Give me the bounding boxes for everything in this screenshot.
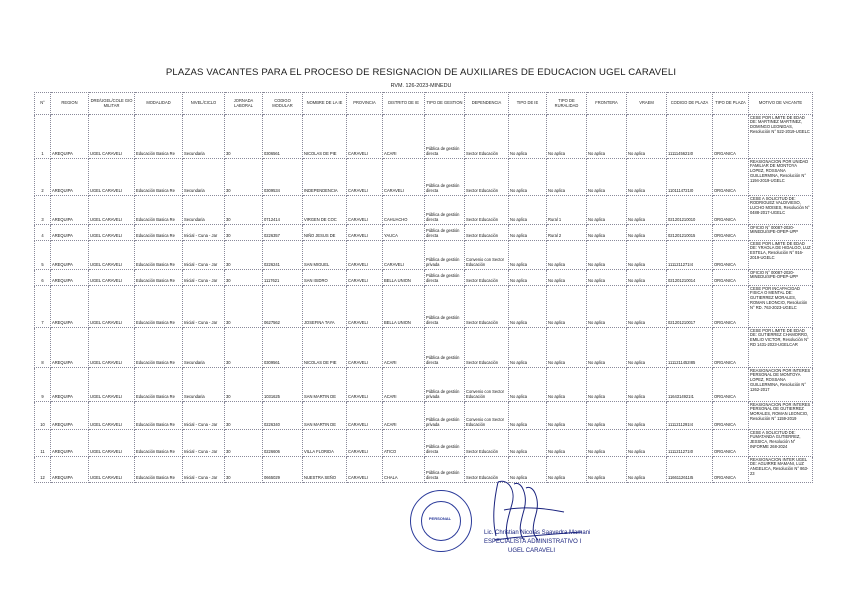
table-cell: 0712414	[263, 196, 303, 225]
table-row	[35, 402, 813, 430]
table-cell: 30	[225, 457, 263, 483]
table-cell: No aplica	[587, 241, 627, 270]
table-cell: AREQUIPA	[51, 115, 89, 159]
table-cell: Convenio con Sector Educación	[465, 368, 509, 402]
table-cell: NICOLAS DE PIE	[303, 328, 347, 368]
table-cell: No aplica	[627, 430, 667, 457]
table-cell: Pública de gestión privada	[425, 402, 465, 430]
table-cell: 30	[225, 286, 263, 328]
table-cell: AREQUIPA	[51, 159, 89, 196]
table-cell: ORGANICA	[713, 225, 749, 241]
table-row	[35, 328, 813, 368]
table-cell: 0226357	[263, 225, 303, 241]
table-cell: Sector Educación	[465, 328, 509, 368]
document-title: PLAZAS VACANTES PARA EL PROCESO DE RESIGNACION DE AUXILIARES DE EDUCACION UGEL CARAVELI	[165, 67, 677, 78]
column-header: DEPENDENCIA	[465, 93, 509, 115]
table-cell: AREQUIPA	[51, 270, 89, 286]
table-cell: Convenio con Sector Educación	[465, 402, 509, 430]
table-cell: CARAVELI	[347, 241, 383, 270]
table-cell: No aplica	[547, 457, 587, 483]
table-cell: No aplica	[587, 430, 627, 457]
table-cell: ACARI	[383, 328, 425, 368]
table-cell: ORGANICA	[713, 402, 749, 430]
table-cell: Secundaria	[183, 368, 225, 402]
table-cell: 6	[35, 270, 51, 286]
table-cell: No aplica	[509, 241, 547, 270]
table-cell: No aplica	[587, 270, 627, 286]
table-cell: 0665029	[263, 457, 303, 483]
table-cell: 021201210015	[667, 225, 713, 241]
table-cell: ORGANICA	[713, 270, 749, 286]
seal-label: PERSONAL	[428, 516, 452, 521]
table-cell: AREQUIPA	[51, 430, 89, 457]
table-cell: CARAVELI	[347, 402, 383, 430]
table-cell: Pública de gestión privada	[425, 241, 465, 270]
table-cell: Educación Basica Re	[135, 402, 183, 430]
table-cell: No aplica	[627, 368, 667, 402]
table-cell: 021201210014	[667, 270, 713, 286]
table-cell: Sector Educación	[465, 286, 509, 328]
table-cell: Sector Educación	[465, 430, 509, 457]
table-cell: 30	[225, 159, 263, 196]
table-cell: No aplica	[547, 115, 587, 159]
table-cell: CARAVELI	[383, 159, 425, 196]
table-cell: AREQUIPA	[51, 225, 89, 241]
table-cell: VIRGEN DE COC	[303, 196, 347, 225]
table-cell: CESE POR LIMITE DE EDAD DE: MARTINEZ MARTINEZ, DOMINGO LEONIDAS, Resolución N° 522-2019-UGELC	[749, 115, 813, 159]
column-header: MOTIVO DE VACANTE	[749, 93, 813, 115]
table-cell: Educación Basica Re	[135, 225, 183, 241]
table-cell: No aplica	[547, 286, 587, 328]
table-cell: REASIGNACION POR INTERES PERSONAL DE MONTOYA LOPEZ, ROSSANA GUILLERMINA, Resolución N° 1262-2017	[749, 368, 813, 402]
table-cell: CARAVELI	[383, 241, 425, 270]
table-cell: 30	[225, 196, 263, 225]
table-cell: No aplica	[587, 286, 627, 328]
table-cell: 30	[225, 225, 263, 241]
table-cell: Pública de gestión directa	[425, 270, 465, 286]
table-cell: BELLA UNION	[383, 270, 425, 286]
table-cell: 5	[35, 241, 51, 270]
table-cell: SAN MARTIN DE	[303, 402, 347, 430]
table-cell: 30	[225, 368, 263, 402]
column-header: VRAEM	[627, 93, 667, 115]
table-cell: 1111211271I0	[667, 430, 713, 457]
table-cell: 0226340	[263, 402, 303, 430]
table-cell: CESE POR LIMITE DE EDAD DE: YRAOLA DE HIDALGO, LUZ ESTELA, Resolución N° 916-2019-UGELC	[749, 241, 813, 270]
table-cell: Sector Educación	[465, 270, 509, 286]
table-cell: 30	[225, 241, 263, 270]
column-header: DISTRITO DE IE	[383, 93, 425, 115]
table-cell: Convenio con Sector Educación	[465, 241, 509, 270]
table-cell: CHALA	[383, 457, 425, 483]
table-cell: Inicial - Cuna - Jar	[183, 430, 225, 457]
table-cell: No aplica	[627, 115, 667, 159]
table-cell: ACARI	[383, 115, 425, 159]
table-cell: 1164314921I1	[667, 368, 713, 402]
table-cell: CAHUACHO	[383, 196, 425, 225]
table-cell: CESE POR LIMITE DE EDAD DE: GUTIERREZ CHAMORRO, EMILIO VICTOR, Resolución N° RD 1431-2023-UGELCAR	[749, 328, 813, 368]
table-cell: ACARI	[383, 402, 425, 430]
table-cell: UGEL CARAVELI	[89, 225, 135, 241]
table-cell: ORGANICA	[713, 159, 749, 196]
table-cell: NIÑO JESUS DE	[303, 225, 347, 241]
table-cell: ORGANICA	[713, 328, 749, 368]
table-cell: No aplica	[627, 241, 667, 270]
column-header: TIPO DE PLAZA	[713, 93, 749, 115]
table-cell: AREQUIPA	[51, 241, 89, 270]
table-cell: No aplica	[509, 115, 547, 159]
table-cell: No aplica	[587, 402, 627, 430]
table-cell: Educación Basica Re	[135, 241, 183, 270]
table-cell: 0309561	[263, 328, 303, 368]
table-cell: UGEL CARAVELI	[89, 115, 135, 159]
column-header: TIPO DE GESTION	[425, 93, 465, 115]
table-cell: No aplica	[587, 225, 627, 241]
table-cell: AREQUIPA	[51, 196, 89, 225]
table-cell: Secundaria	[183, 328, 225, 368]
table-cell: JOSEFINA TAYA	[303, 286, 347, 328]
table-cell: No aplica	[509, 286, 547, 328]
table-cell: Sector Educación	[465, 225, 509, 241]
table-cell: No aplica	[509, 196, 547, 225]
document-subtitle: RVM. 126-2023-MINEDU	[390, 83, 452, 89]
table-cell: Rural 1	[547, 196, 587, 225]
table-cell: No aplica	[627, 402, 667, 430]
table-cell: UGEL CARAVELI	[89, 430, 135, 457]
table-cell: ORGANICA	[713, 457, 749, 483]
table-cell: CARAVELI	[347, 457, 383, 483]
table-cell: 0627562	[263, 286, 303, 328]
table-cell: OFICIO N° 00087-2020-MINEDU/SPE-OPEP-UPP	[749, 270, 813, 286]
table-cell: Inicial - Cuna - Jar	[183, 286, 225, 328]
table-cell: Sector Educación	[465, 159, 509, 196]
table-cell: UGEL CARAVELI	[89, 270, 135, 286]
table-cell: No aplica	[509, 328, 547, 368]
column-header: PROVINCIA	[347, 93, 383, 115]
table-cell: 7	[35, 286, 51, 328]
table-cell: Educación Basica Re	[135, 115, 183, 159]
table-cell: AREQUIPA	[51, 457, 89, 483]
table-cell: Inicial - Cuna - Jar	[183, 457, 225, 483]
table-cell: CARAVELI	[347, 270, 383, 286]
table-cell: No aplica	[509, 225, 547, 241]
column-header: DRE/UGEL/COLE GIO MILITAR	[89, 93, 135, 115]
table-cell: Educación Basica Re	[135, 457, 183, 483]
signer-position: ESPECIALISTA ADMINISTRATIVO I	[484, 539, 582, 545]
table-cell: 8	[35, 328, 51, 368]
table-cell: No aplica	[509, 430, 547, 457]
table-cell: No aplica	[509, 368, 547, 402]
table-cell: Pública de gestión privada	[425, 368, 465, 402]
table-cell: Pública de gestión directa	[425, 115, 465, 159]
table-cell: Pública de gestión directa	[425, 225, 465, 241]
table-cell: No aplica	[547, 402, 587, 430]
table-cell: SAN ISIDRO	[303, 270, 347, 286]
table-cell: Sector Educación	[465, 196, 509, 225]
table-cell: No aplica	[627, 286, 667, 328]
table-cell: No aplica	[587, 457, 627, 483]
table-cell: AREQUIPA	[51, 368, 89, 402]
table-cell: No aplica	[587, 196, 627, 225]
table-cell: ATICO	[383, 430, 425, 457]
table-cell: Secundaria	[183, 115, 225, 159]
table-cell: No aplica	[587, 115, 627, 159]
table-cell: CESE A SOLICITUD DE: RODRIGUEZ VALDIVIESO, LUCHO MOISES, Resolución N° 0488-2017-UGELC	[749, 196, 813, 225]
table-row	[35, 270, 813, 286]
table-cell: No aplica	[627, 225, 667, 241]
table-cell: VILLA FLORIDA	[303, 430, 347, 457]
table-row	[35, 368, 813, 402]
table-cell: 0226606	[263, 430, 303, 457]
table-cell: 1111211452I85	[667, 328, 713, 368]
table-cell: Sector Educación	[465, 457, 509, 483]
table-cell: 021201210017	[667, 286, 713, 328]
table-cell: No aplica	[547, 270, 587, 286]
table-cell: 0226241	[263, 241, 303, 270]
table-cell: ORGANICA	[713, 368, 749, 402]
table-cell: Pública de gestión directa	[425, 430, 465, 457]
table-cell: CARAVELI	[347, 328, 383, 368]
table-cell: 1111145621I0	[667, 115, 713, 159]
table-cell: 30	[225, 328, 263, 368]
table-cell: 2	[35, 159, 51, 196]
table-cell: 30	[225, 270, 263, 286]
table-row	[35, 430, 813, 457]
table-cell: Inicial - Cuna - Jar	[183, 241, 225, 270]
table-cell: 30	[225, 115, 263, 159]
table-cell: 1111211271I4	[667, 241, 713, 270]
table-cell: No aplica	[547, 159, 587, 196]
table-cell: No aplica	[547, 241, 587, 270]
table-cell: CARAVELI	[347, 368, 383, 402]
table-cell: 1117621	[263, 270, 303, 286]
table-cell: 12	[35, 457, 51, 483]
table-cell: UGEL CARAVELI	[89, 368, 135, 402]
table-cell: SAN MIGUEL	[303, 241, 347, 270]
table-cell: 021201210010	[667, 196, 713, 225]
table-cell: UGEL CARAVELI	[89, 328, 135, 368]
table-cell: Educación Basica Re	[135, 430, 183, 457]
table-cell: AREQUIPA	[51, 286, 89, 328]
table-cell: 1031625	[263, 368, 303, 402]
table-cell: No aplica	[509, 159, 547, 196]
table-cell: Educación Basica Re	[135, 328, 183, 368]
table-cell: CESE A SOLICITUD DE: FUMATANDA GUTIERREZ, JESSICA, Resolución N° INFORME 268-2024	[749, 430, 813, 457]
table-row	[35, 241, 813, 270]
table-cell: UGEL CARAVELI	[89, 286, 135, 328]
table-cell: 1111211291I4	[667, 402, 713, 430]
table-cell: Educación Basica Re	[135, 368, 183, 402]
table-cell: 30	[225, 402, 263, 430]
table-cell: No aplica	[627, 270, 667, 286]
column-header: JORNADA LABORAL	[225, 93, 263, 115]
table-cell: ORGANICA	[713, 196, 749, 225]
table-cell: No aplica	[509, 270, 547, 286]
table-cell: No aplica	[627, 159, 667, 196]
table-cell: No aplica	[587, 368, 627, 402]
table-cell: ORGANICA	[713, 241, 749, 270]
table-cell: Pública de gestión directa	[425, 328, 465, 368]
table-cell: BELLA UNION	[383, 286, 425, 328]
table-cell: 3	[35, 196, 51, 225]
table-cell: ACARI	[383, 368, 425, 402]
table-cell: 0306561	[263, 115, 303, 159]
official-seal	[410, 490, 472, 552]
handwritten-signature	[464, 470, 584, 550]
column-header: N°	[35, 93, 51, 115]
table-row	[35, 225, 813, 241]
table-cell: 1166112611I5	[667, 457, 713, 483]
table-cell: No aplica	[627, 328, 667, 368]
table-cell: REASIGNACION POR INTERES PERSONAL DE GUTIERREZ MORALES, ROMAN LEONCIO, Resolución N° 1159-2019	[749, 402, 813, 430]
column-header: REGION	[51, 93, 89, 115]
table-cell: Educación Basica Re	[135, 159, 183, 196]
table-row	[35, 196, 813, 225]
table-cell: No aplica	[547, 368, 587, 402]
table-cell: AREQUIPA	[51, 328, 89, 368]
table-cell: No aplica	[627, 196, 667, 225]
table-cell: OFICIO N° 00087-2020-MINEDU/SPE-OPEP-UPP	[749, 225, 813, 241]
table-cell: 11	[35, 430, 51, 457]
column-header: CODIGO DE PLAZA	[667, 93, 713, 115]
table-cell: 10	[35, 402, 51, 430]
table-row	[35, 286, 813, 328]
table-cell: 4	[35, 225, 51, 241]
column-header: TIPO DE IE	[509, 93, 547, 115]
column-header: CODIGO MODULAR	[263, 93, 303, 115]
table-cell: YAUCA	[383, 225, 425, 241]
table-cell: Secundaria	[183, 196, 225, 225]
table-cell: CARAVELI	[347, 286, 383, 328]
table-cell: ORGANICA	[713, 115, 749, 159]
table-cell: 0309534	[263, 159, 303, 196]
table-cell: No aplica	[587, 328, 627, 368]
table-row	[35, 159, 813, 196]
table-cell: Educación Basica Re	[135, 270, 183, 286]
table-cell: CESE POR INCAPACIDAD FISICA O MENTAL DE: GUTIERREZ MORALES, ROMAN LEONCIO, Resolución N° RD. 763-2023-UGELC	[749, 286, 813, 328]
signature-block	[404, 470, 664, 570]
table-cell: Pública de gestión directa	[425, 196, 465, 225]
table-cell: AREQUIPA	[51, 402, 89, 430]
table-cell: Educación Basica Re	[135, 196, 183, 225]
table-cell: REASIGNACION INTER UGEL DE: AGUIRRE MAMANI, LUZ ANGELICA, Resolución N° 863-23	[749, 457, 813, 483]
column-header: FRONTERA	[587, 93, 627, 115]
table-cell: Inicial - Cuna - Jar	[183, 225, 225, 241]
table-row	[35, 115, 813, 159]
table-cell: No aplica	[547, 328, 587, 368]
signer-name: Lic. Christian Nicolás Saavedra Mamani	[484, 530, 591, 536]
table-cell: 1101114721I0	[667, 159, 713, 196]
table-cell: CARAVELI	[347, 196, 383, 225]
table-cell: Inicial - Cuna - Jar	[183, 402, 225, 430]
table-cell: No aplica	[547, 430, 587, 457]
column-header: MODALIDAD	[135, 93, 183, 115]
table-cell: Inicial - Cuna - Jar	[183, 270, 225, 286]
table-cell: Pública de gestión directa	[425, 159, 465, 196]
table-cell: 30	[225, 430, 263, 457]
table-cell: UGEL CARAVELI	[89, 196, 135, 225]
table-cell: UGEL CARAVELI	[89, 457, 135, 483]
table-cell: INDEPENDENCIA	[303, 159, 347, 196]
table-cell: 9	[35, 368, 51, 402]
table-cell: UGEL CARAVELI	[89, 241, 135, 270]
table-cell: REASIGNACION POR UNIDAD FAMILIAR DE MONTOYA LOPEZ, ROSSANA GUILLERMINA, Resolución N° 1194-2019-UGELC	[749, 159, 813, 196]
table-cell: CARAVELI	[347, 159, 383, 196]
table-cell: Sector Educación	[465, 115, 509, 159]
table-cell: ORGANICA	[713, 286, 749, 328]
table-cell: UGEL CARAVELI	[89, 402, 135, 430]
table-cell: Pública de gestión directa	[425, 286, 465, 328]
table-cell: Educación Basica Re	[135, 286, 183, 328]
table-cell: Rural 2	[547, 225, 587, 241]
vacancies-table	[34, 92, 813, 483]
table-cell: NICOLAS DE PIE	[303, 115, 347, 159]
table-header-row	[35, 93, 813, 115]
table-cell: NUESTRA SEÑO	[303, 457, 347, 483]
column-header: NOMBRE DE LA IE	[303, 93, 347, 115]
column-header: NIVEL/CICLO	[183, 93, 225, 115]
table-cell: CARAVELI	[347, 430, 383, 457]
signer-office: UGEL CARAVELI	[508, 548, 556, 554]
table-cell: Secundaria	[183, 159, 225, 196]
table-cell: UGEL CARAVELI	[89, 159, 135, 196]
table-cell: ORGANICA	[713, 430, 749, 457]
table-cell: CARAVELI	[347, 225, 383, 241]
table-cell: No aplica	[509, 457, 547, 483]
table-cell: SAN MARTIN DE	[303, 368, 347, 402]
table-cell: Pública de gestión directa	[425, 457, 465, 483]
table-cell: CARAVELI	[347, 115, 383, 159]
table-cell: 1	[35, 115, 51, 159]
table-cell: No aplica	[509, 402, 547, 430]
table-cell: No aplica	[587, 159, 627, 196]
column-header: TIPO DE RURALIDAD	[547, 93, 587, 115]
table-cell: No aplica	[627, 457, 667, 483]
